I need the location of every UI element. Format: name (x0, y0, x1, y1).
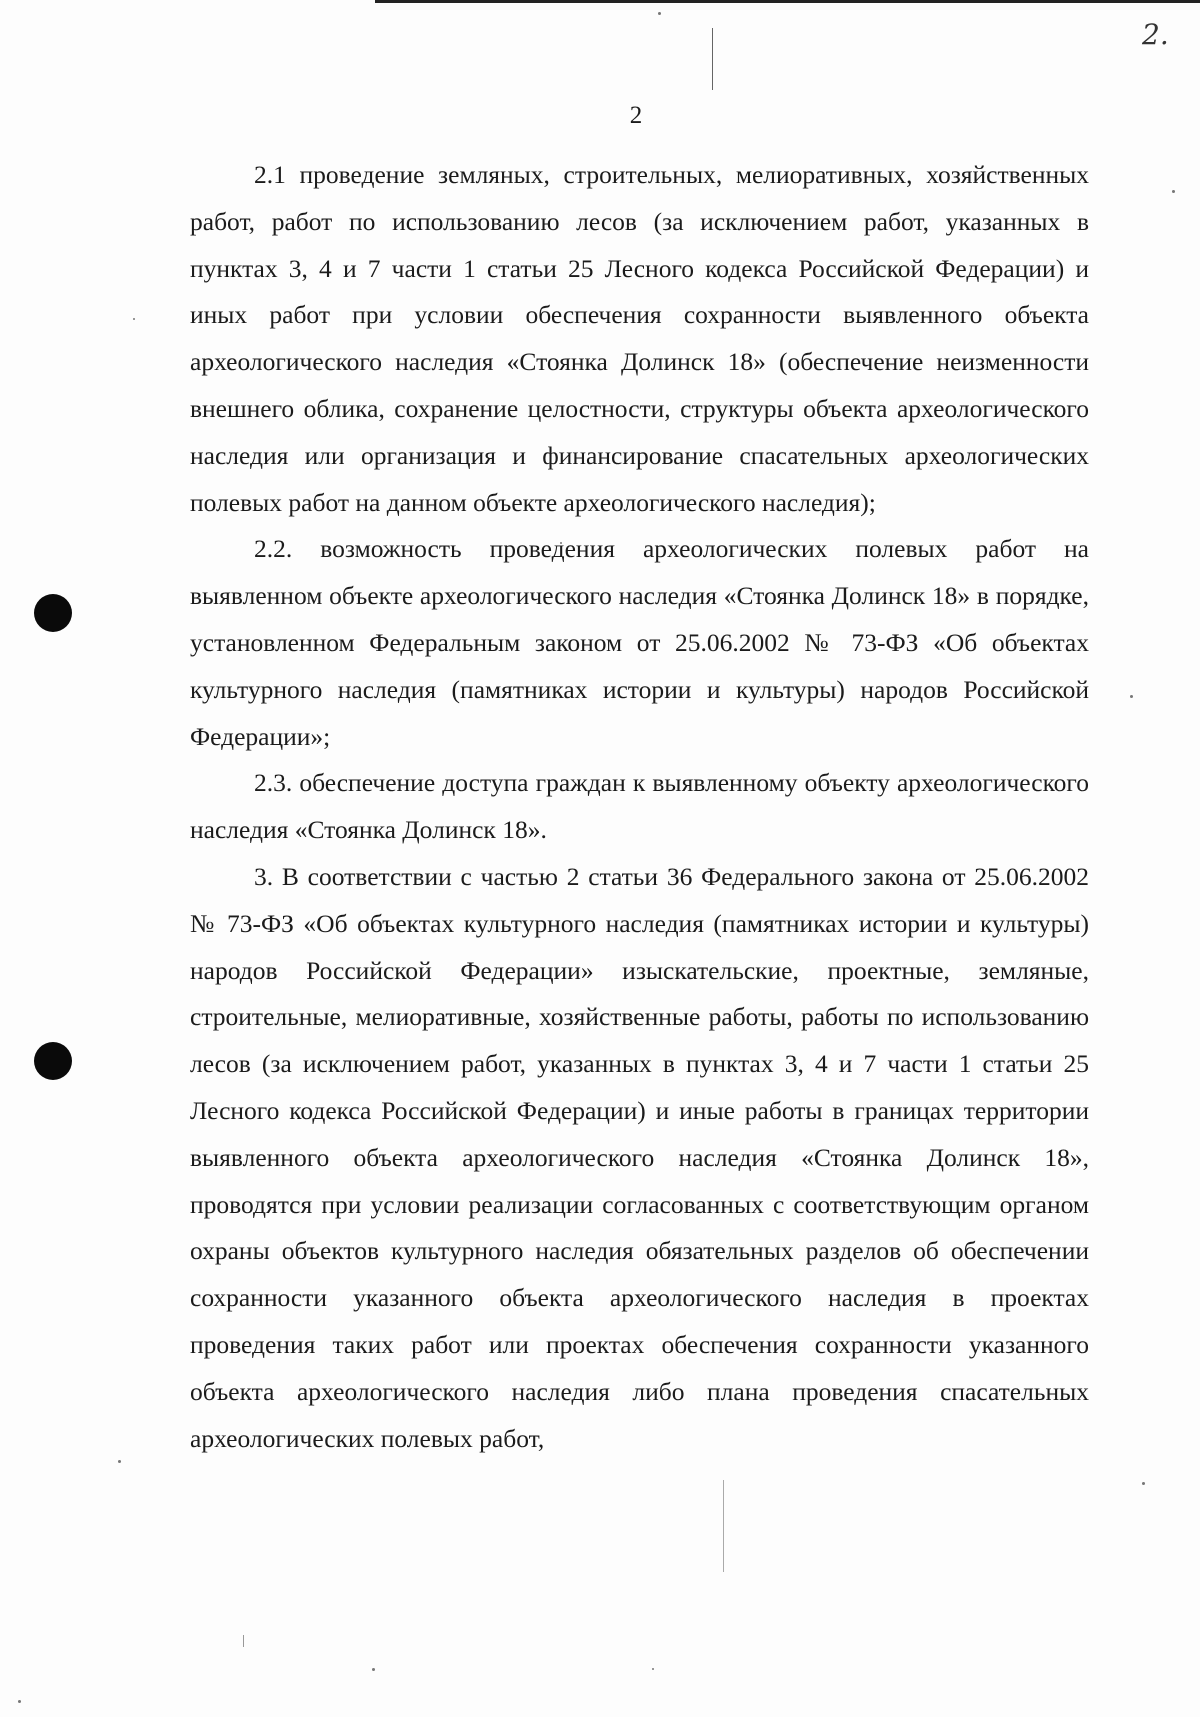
scan-speck (18, 1700, 21, 1703)
scan-speck (658, 12, 661, 15)
scan-speck (652, 1668, 654, 1670)
scan-speck (133, 318, 135, 320)
scan-artifact-line (723, 1480, 724, 1572)
scan-speck (1172, 190, 1175, 193)
scan-speck (1130, 695, 1133, 698)
punch-hole-bottom (34, 1042, 72, 1080)
paragraph-2-1: 2.1 проведение земляных, строительных, мелиоративных, хозяйственных работ, работ по использованию лесов (за исключением работ, указанных в пунктах 3, 4 и 7 части 1 статьи 25 Лесного кодекса Российской Федерации) и иных работ при условии обеспечения сохранности выявленного объекта археологического наследия «Стоянка Долинск 18» (обеспечение неизменности внешнего облика, сохранение целостности, структуры объекта археологического наследия или организация и финансирование спасательных археологических полевых работ на данном объекте археологического наследия); (190, 160, 1089, 517)
handwritten-page-mark: 2. (1142, 18, 1169, 51)
scan-artifact-line (243, 1635, 244, 1647)
paragraph-2-3: 2.3. обеспечение доступа граждан к выявленному объекту археологического наследия «Стоянка Долинск 18». (190, 768, 1089, 845)
scan-speck (372, 1668, 375, 1671)
scan-speck (1142, 1482, 1145, 1485)
document-body (190, 152, 1089, 1462)
scan-artifact-line (712, 28, 713, 90)
punch-hole-top (34, 594, 72, 632)
paragraph-2-2: 2.2. возможность проведения археологических полевых работ на выявленном объекте археологического наследия «Стоянка Долинск 18» в порядке, установленном Федеральным законом от 25.06.2002 № 73-ФЗ «Об объектах культурного наследия (памятниках истории и культуры) народов Российской Федерации»; (190, 534, 1089, 751)
top-edge-rule (375, 0, 1200, 3)
scan-speck (118, 1460, 121, 1463)
page-number: 2 (629, 102, 643, 129)
paragraph-3: 3. В соответствии с частью 2 статьи 36 Федерального закона от 25.06.2002 № 73-ФЗ «Об объектах культурного наследия (памятниках истории и культуры) народов Российской Федерации» изыскательские, проектные, земляные, строительные, мелиоративные, хозяйственные работы, работы по использованию лесов (за исключением работ, указанных в пунктах 3, 4 и 7 части 1 статьи 25 Лесного кодекса Российской Федерации) и иные работы в границах территории выявленного объекта археологического наследия «Стоянка Долинск 18», проводятся при условии реализации согласованных с соответствующим органом охраны объектов культурного наследия обязательных разделов об обеспечении сохранности указанного объекта археологического наследия в проектах проведения таких работ или проектах обеспечения сохранности указанного объекта археологического наследия либо плана проведения спасательных археологических полевых работ, (190, 861, 1089, 1453)
